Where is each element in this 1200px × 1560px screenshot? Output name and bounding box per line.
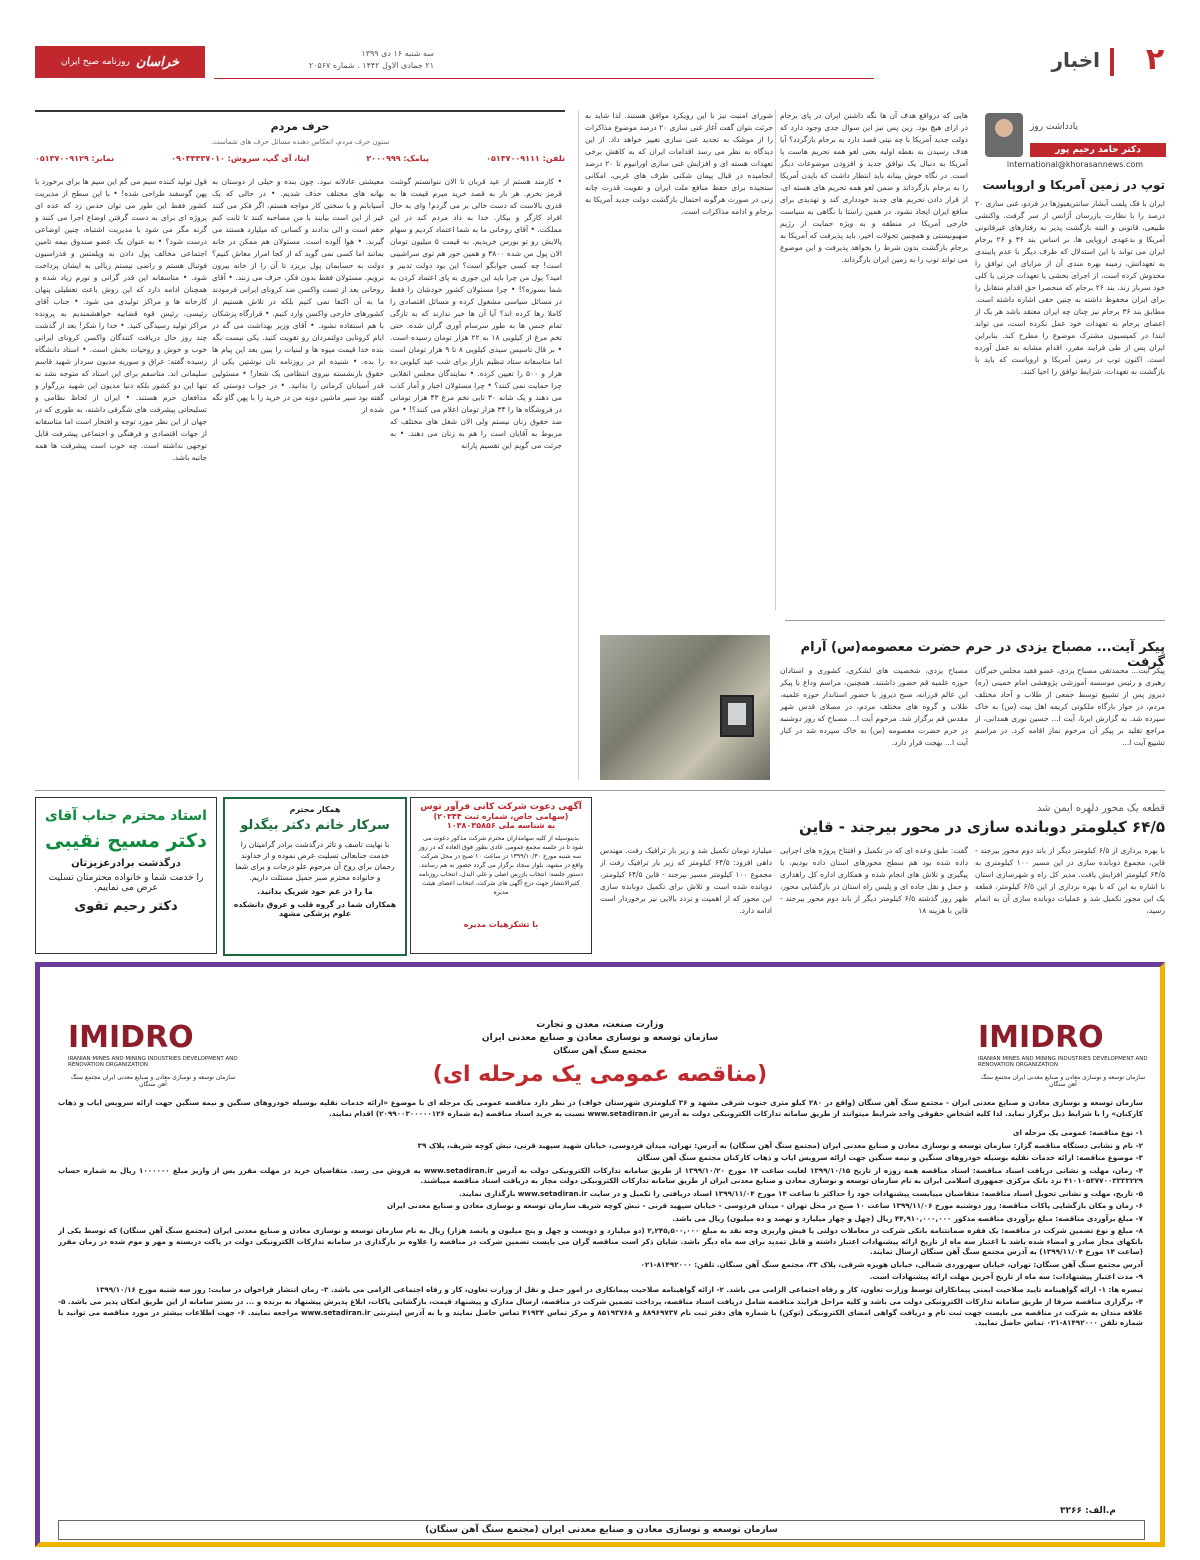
ministry-name: وزارت صنعت، معدن و تجارت <box>536 1020 664 1030</box>
letters-col-1: • کارمند هستم از عید قربان تا الان نتوانستم گوشت قرمز بخرم. هر بار به قصد خرید میرم قیمت ها به قدری بالاست که دست خالی بر می گردم! وای به حال افراد کارگر و بیکار. خدا به داد مردم کند در این مملکت. • آقای روحانی ما به شما اعتماد کردیم و سهام پالایش رو تو بورس خریدیم. به قیمت ۵ میلیون تومان الان پول من شده ۳۸۰۰ و همین جور هم توی سراشیبی است! چه کسی جوابگو است؟ این بود دولت تدبیر و امید؟ پول من چرا باید این جوری به پای اعتماد کردن به شما بسوزه؟! • چرا مسئولان کشور خودشان را فقط در مسائل سیاسی مشغول کرده و مسائل اقتصادی را کاملا رها کرده اند؟ آیا آن ها خبر ندارند که به تازگی تمام جنس ها به طور سرسام آوری گران شده. حتی تخم مرغ از کیلویی ۱۸ به ۲۲ هزار تومان رسیده است. • بر قال تاسیس سیدی کیلویی ۸ تا ۹ هزار تومان است اما متاسفانه ستاد تنظیم بازار برای شب عید کیلویی ده هزار و ۵۰۰ را تعیین کرده. • نمایندگان مجلس انقلابی چرا حمایت نمی کنند؟ • چرا مسئولان اخبار و آمار کذب می دهند و یک شانه ۳۰ تایی تخم مرغ ۴۳ هزار تومانی در فروشگاه ها را ۳۴ هزار تومان اعلام می کنند؟! • من ضد حقوق زنان نیستم ولی الان شغل های مختلف که مربوط به آقایان است را هم به زنان می دهند. • به جرئت می گویم این تقسیم پارانه <box>390 177 562 450</box>
column-divider <box>775 110 776 610</box>
rule <box>35 790 1165 791</box>
author-avatar <box>985 113 1023 157</box>
column-paragraph: ایران با فک پلمب آبشار سانتریفیوژها در فردو، غنی سازی ۲۰ درصد را با نظارت بازرسان آژانس از سر گرفت. واکنشی طبیعی، قانونی و البته بازگشت پذیر به رفتارهای غیرقانونی آمریکا و بدعهدی اروپایی ها. بر اساس بند ۳۶ و ۲۶ برجام ایران می تواند با این استدلال که طرف دیگر با عدم پایبندی به تعهداتش، زمینه بهره مندی آن از مزایای این توافق را مخدوش کرده است، از اجرای بخشی یا تعهدات جزئی یا کلی خود سرباز زند. بند ۲۶ برجام که منحصرا حق اقدام متقابل را برای ایران محفوظ داشته به چنین حقی اشاره داشته است. <box>975 199 1165 304</box>
ad-body: بدینوسیله از کلیه سهامداران محترم شرکت مذکور دعوت می شود تا در جلسه مجمع عمومی عادی بطور فوق العاده که در روز سه شنبه مورخ ۱۳۹۹/۱۰/۳۰ در ساعت ۱۰ صبح در محل شرکت واقع در مشهد، بلوار سجاد برگزار می گردد حضور به هم رسانند. دستور جلسه: انتخاب بازرس اصلی و علی البدل، انتخاب روزنامه کثیرالانتشار جهت درج آگهی های شرکت، انتخاب اعضای هیئت مدیره <box>418 835 584 896</box>
ad-signature: با تشکرهیات مدیره <box>463 920 539 929</box>
channels-info[interactable]: ایتا، آی گپ، سروش: ۰۹۰۳۳۳۳۷۰۱۰ <box>171 154 310 163</box>
date-line: سه شنبه ۱۶ دی ۱۳۹۹ <box>361 49 434 58</box>
portrait-frame <box>720 695 754 737</box>
tender-items <box>58 1128 1143 1518</box>
author-email[interactable]: international@khorasannews.com <box>1006 160 1144 169</box>
ad-heading: استاد محترم جناب آقای <box>45 808 207 824</box>
tender-item: ۶- زمان و مکان بازگشایی پاکات مناقصه: روز دوشنبه مورخ ۱۳۹۹/۱۱/۰۶ ساعت ۱۰ صبح در محل تهران - میدان فردوسی - خیابان سپهبد قرنی - نبش کوچه شریف سازمان توسعه و نوسازی معادن و صنایع معدنی ایران <box>387 1201 1143 1210</box>
letters-title: حرف مردم <box>270 120 330 133</box>
issue-date <box>214 48 434 72</box>
section-title <box>880 48 1114 76</box>
tender-item: ۷- مبلغ برآوردی مناقصه: مبلغ برآوردی مناقصه مذکور ۴۴,۹۱۰,۰۰۰,۰۰۰ ریال (چهل و چهار میلیارد و نهصد و ده میلیون) ریال می باشد. <box>672 1213 1143 1223</box>
condolence-ad-bigdelo[interactable] <box>223 797 407 956</box>
complex-name: مجتمع سنگ آهن سنگان <box>553 1046 647 1055</box>
yazdi-title: پیکر آیت... مصباح یزدی در حرم حضرت معصومه(س) آرام گرفت <box>800 640 1165 670</box>
column-divider <box>578 110 579 780</box>
tender-item: ۳- موضوع مناقصه: ارائه خدمات نقلیه بوسیله خودروهای سنگین و نیمه سنگین جهت ارائه سرویس ایاب و ذهاب کارکنان مجتمع سنگ آهن سنگان <box>636 1153 1143 1162</box>
column-paragraph: شورای امنیت نیز با این رویکرد موافق هستند. لذا شاید به جرئت بتوان گفت آغاز غنی سازی ۲۰ درصد موضوع مذاکرات را از موشک به تجدید غنی سازی تغییر خواهد داد. از این دیدگاه به نظر می رسد اقدامات ایران که به کاهش برخی تعهدات هسته ای و افزایش غنی سازی اورانیوم تا ۲۰ درصد انجامیده در قبال پیمان شکنی طرف های غربی، امکانی سنجیده برای حفظ منافع ملت ایران و تقویت قدرت چانه زنی در صورت هرگونه احتمال بازگشت دولت جدید آمریکا به برجام و ادامه مذاکرات است. <box>585 111 773 216</box>
tender-item: ۵- تاریخ، مهلت و نشانی تحویل اسناد مناقصه: متقاضیان میبایست پیشنهادات خود را حداکثر تا ساعت ۱۴ مورخ ۱۳۹۹/۱۱/۰۴ اسناد دریافتی را تکمیل و در سایت www.setadiran.ir بارگذاری نمایند. <box>459 1188 1143 1198</box>
logo-persian: سازمان توسعه و نوسازی معادن و صنایع معدنی ایران مجتمع سنگ آهن سنگان <box>70 1074 236 1088</box>
ad-code: م.الف: ۳۲۶۶ <box>1060 1506 1116 1516</box>
tender-footer: سازمان توسعه و نوسازی معادن و صنایع معدنی ایران (مجتمع سنگ آهن سنگان) <box>58 1520 1145 1540</box>
column-paragraph: در نگاه خوش بینانه باید انتظار داشت که بایدن آمریکا را به برجام بازگرداند و ضمن لغو همه تحریم های هسته ای، از قرار دادن تحریم های جدید خودداری کند و تهدیدی برای منافع ایران ایجاد نشود. در همین راستا با نگاهی به سیاست خارجی آمریکا در منطقه و به ویژه حمایت از رژیم صهیونیستی و همچنین تحولات اخیر، باید پذیرفت که آمریکا به برجام بازگشت بدون شرط را نخواهد پذیرفت و این موضوع می تواند توپ را به زمین ایران بازگرداند. <box>780 171 968 264</box>
column-paragraph: مطابق بند ۳۶ برجام نیز چنان چه ایران معتقد باشد هر یک از اعضای برجام به تعهدات خود عمل نکرده است، می تواند ابتدا در کمیسیون مشترک موضوع را مطرح کند. بنابراین ایران پس از طی فرایند مقرر، اقدام مشابه به عمل آورده است. اکنون توپ در زمین آمریکا و اروپاست که باید با بازگشت به تعهدات، شرایط توافق را احیا کنند. <box>975 307 1165 376</box>
letters-contact-bar <box>35 154 565 168</box>
ad-line: ما را در غم خود شریک بدانید. <box>257 887 373 896</box>
tender-item: ۱- نوع مناقصه: عمومی یک مرحله ای <box>1012 1128 1143 1137</box>
column-title: توپ در زمین آمریکا و اروپاست <box>982 178 1165 192</box>
newspaper-logo[interactable] <box>35 46 205 78</box>
logo-persian: سازمان توسعه و نوسازی معادن و صنایع معدنی ایران مجتمع سنگ آهن سنگان <box>980 1074 1146 1088</box>
ad-national-id: به شناسه ملی ۱۰۳۸۰۳۵۸۵۶ <box>446 821 556 830</box>
column-paragraph: هایی که درواقع هدف آن ها نگه داشتن ایران در پای برجام در ازای هیچ بود. زین پس نیز این سوال جدی وجود دارد که دولت جدید آمریکا با چه نیتی قصد دارد به برجام بازگردد؟ آیا هدف رسیدن به نقطه اولیه یعنی لغو همه تحریم هاست یا آمریکا به دنبال یک توافق جدید و افزودن موضوعات دیگر است. <box>780 111 968 180</box>
column-label: یادداشت روز <box>1030 122 1079 132</box>
yazdi-paragraph: پیکر آیت... محمدتقی مصباح یزدی، عضو فقید مجلس خبرگان رهبری و رئیس موسسه آموزشی پژوهشی امام خمینی (ره) دیروز پس از تشییع توسط جمعی از طلاب و آحاد مختلف مردم، در جوار بارگاه ملکوتی کریمه اهل بیت (س) به خاک سپرده شد. به گزارش ایرنا، آیت ا... حسین نوری همدانی، از مراجع تقلید بر پیکر آن مرحوم نماز اقامه کرد. در مراسم تشییع آیت ا... <box>975 666 1165 747</box>
road-paragraph: با بهره برداری از ۶/۵ کیلومتر دیگر از باند دوم محور بیرجند - قاین، مجموع دوبانده سازی در این مسیر ۱۰۰ کیلومتری به ۶۴/۵ کیلومتر افزایش یافت. مدیر کل راه و شهرسازی استان با اشاره به این که با بهره برداری از این ۶/۵ کیلومتر، قطعه یک این محور تکمیل شد و عملیات دوبانده سازی آن به اتمام رسید، <box>975 846 1165 915</box>
tender-item: ۸- مبلغ و نوع تضمین شرکت در مناقصه: یک فقره ضمانتنامه بانکی شرکت در معاملات دولتی یا فیش واریزی وجه نقد به مبلغ ۲,۲۴۵,۵۰۰,۰۰۰ (دو میلیارد و دویست و چهل و پنج میلیون و پانصد هزار) ریال به نام سازمان توسعه و نوسازی معادن و صنایع معدنی ایران (مجتمع سنگ آهن سنگان) که توسط یکی از بانکهای مجاز صادر و امضاء شده باشد با اعتبار سه ماه از تاریخ ارائه پیشنهادات اعتبار داشته و قابل تمدید برای سه ماه دیگر باشد. شایان ذکر است مناقصه گران می بایست تضمین شرکت در مناقصه را علاوه بر بارگذاری در سامانه تدارکات الکترونیکی دولت در پاکت دربسته و مهر و موم شده در زمان مقرر (ساعت ۱۴ مورخ ۱۳۹۹/۱۱/۰۴) به آدرس مجتمع سنگ آهن سنگان ارسال نمایند. <box>58 1226 1143 1256</box>
author-name: دکتر حامد رحیم پور <box>1030 143 1166 157</box>
ad-heading: همکار محترم <box>289 805 341 814</box>
tender-item: ۹- مدت اعتبار پیشنهادات: سه ماه از تاریخ آخرین مهلت ارائه پیشنهادات است. <box>869 1272 1143 1281</box>
imidro-logo-right: IMIDRO <box>978 1020 1104 1055</box>
logo-name: خراسان <box>135 54 180 70</box>
logo-english: IRANIAN MINES AND MINING INDUSTRIES DEVELOPMENT AND RENOVATION ORGANIZATION <box>68 1056 238 1068</box>
logo-tagline: روزنامه صبح ایران <box>60 57 130 67</box>
logo-english: IRANIAN MINES AND MINING INDUSTRIES DEVELOPMENT AND RENOVATION ORGANIZATION <box>978 1056 1148 1068</box>
phone-info[interactable]: تلفن: ۰۵۱۳۷۰۰۹۱۱۱ <box>486 154 565 163</box>
road-paragraph: میلیارد تومان تکمیل شد و زیر بار ترافیک رفت. مهندس داهی افزود: ۶۴/۵ کیلومتر که زیر بار ترافیک رفت از مجموع ۱۰۰ کیلومتر مسیر بیرجند - قاین ۶۴/۵ کیلومتر، دوبانده شده است و تلاش برای تکمیل دوبانده سازی این محور که از اهمیت و تردد بالایی نیز برخوردار است ادامه دارد. <box>600 846 772 915</box>
road-title: ۶۴/۵ کیلومتر دوبانده سازی در محور بیرجند - قاین <box>798 818 1165 836</box>
letters-subtitle: ستون حرف مردم، انعکاس دهنده مسائل حرف های شماست. <box>210 138 390 146</box>
ad-subheading: (سهامی خاص، شماره ثبت ۲۰۳۴۴) <box>433 812 569 821</box>
tender-item: تبصره ها: ۱- ارائه گواهینامه تایید صلاحیت ایمنی پیمانکاران توسط وزارت تعاون، کار و رفاه اجتماعی الزامی می باشد. ۲- ارائه گواهینامه صلاحیت پیمانکاری در امور حمل و نقل از وزارت تعاون، کار و رفاه اجتماعی الزامی می باشد. ۳- زمان انتشار فراخوان در سایت: روز سه شنبه مورخ ۱۳۹۹/۱۰/۱۶ <box>95 1284 1143 1294</box>
date-line-hijri: ۲۱ جمادی الاول ۱۴۴۲ . شماره ۲۰۵۶۷ <box>308 61 434 70</box>
rule <box>785 620 1165 621</box>
tender-intro: سازمان توسعه و نوسازی معادن و صنایع معدنی ایران - مجتمع سنگ آهن سنگان (واقع در ۲۸۰ کیلو متری جنوب شرقی مشهد و ۳۶ کیلومتری شهرستان خواف) در نظر دارد مناقصه عمومی یک مرحله ای با موضوع «ارائه خدمات نقلیه بوسیله خودروهای سنگین و نیمه سنگین جهت ارائه سرویس ایاب و ذهاب کارکنان» را با شرایط ذیل برگزار نماید. لذا کلیه اشخاص حقوقی واجد شرایط میتوانند از طریق سامانه تدارکات الکترونیکی دولت به آدرس www.setadiran.ir نسبت به خرید اسناد مناقصه (به شماره ۲۰۹۹۰۰۳۰۰۰۰۰۱۲۶) اقدام نمایند. <box>58 1098 1143 1118</box>
tender-item: ۲- نام و نشانی دستگاه مناقصه گزار: سازمان توسعه و نوسازی معادن و صنایع معدنی ایران (مجتمع سنگ آهن سنگان) به آدرس: تهران، میدان فردوسی، خیابان شهید سپهبد قرنی، نبش کوچه شریف، پلاک ۳۹ <box>417 1140 1143 1150</box>
yazdi-paragraph: مصباح یزدی، شخصیت های لشکری، کشوری و استادان حوزه علمیه قم حضور داشتند. همچنین، مراسم وداع با پیکر این عالم فرزانه، صبح دیروز با حضور استاندار حوزه علمیه، طلاب و گروه های مختلف مردم، در مصلای قدس شهر مقدس قم برگزار شد. مرحوم آیت ا... مصباح که روز دوشنبه در حرم حضرت معصومه (س) به خاک سپرده شد در کنار آیت ا... بهجت قرار دارد. <box>780 666 968 747</box>
letters-col-3: قول تولید کننده سیم می گم این سیم ها برای برخورد با پهن گوسفند طراحی شده! • با این سطح از مدیریت کشور فقط این طور می توان حدس زد که عده ای پروژه ای برای به دست گرفتن اوضاع اجرا می کنند و گرنه مگر می شود با مدیریت اشتباه، چنین اوضاعی درست شود؟ • به عنوان یک عضو صندوق بیمه تامین اجتماعی مخالف پول دادن به ویلمتس و فدراسیون فوتبال هستم و راضی نیستم ریالی به ایشان پرداخت شود. • متاسفانه این قدر گرانی و تورم زیاد شده و همچنان ادامه دارد که این روش باعث تعطیلی پنهان کارخانه ها و مراکز تولیدی می شود. • جناب آقای رئیسی، رئیس قوه قضاییه خواهشمندیم به پرونده مراکز تولید رسیدگی کنید. • خدا را شکر! بعد از گذشت چند روز حال دریافت کنندگان واکسن کرونای ایرانی خوب و خوش و روحیات بخش است. • استاد دانشگاه رسیده گفته: عراق و سوریه مدیون سردار شهید قاسم سلیمانی اند. متاسفم برای این استاد که متوجه نشد نه تنها این دو کشور بلکه دنیا مدیون این شهید بزرگوار و مدافعان حرم هستند. • ایران از لحاظ نظامی و تسلیحاتی پیشرفت های شگرفی داشته، به طوری که در جهان از این نظر مورد توجه و افتخار است اما متاسفانه از جهات اقتصادی و فرهنگی و اجتماعی پیشرفت قابل توجهی نداشته است. چه خوب است پیشرفت ها همه جانبه باشد. <box>35 177 207 462</box>
ad-line: را خدمت شما و خانواده محترمتان تسلیت عرض می نماییم. <box>48 873 204 893</box>
imidro-logo-left: IMIDRO <box>68 1020 194 1055</box>
org-name: سازمان توسعه و نوسازی معادن و صنایع معدنی ایران <box>481 1033 719 1043</box>
page-number: ۲ <box>1145 42 1165 77</box>
sms-info[interactable]: پیامک: ۲۰۰۰۹۹۹ <box>366 154 429 163</box>
tender-title: (مناقصه عمومی یک مرحله ای) <box>432 1062 768 1087</box>
tender-item: ۴- زمان، مهلت و نشانی دریافت اسناد مناقصه: اسناد مناقصه همه روزه از تاریخ ۱۳۹۹/۱۰/۱۵ لغایت ساعت ۱۴ مورخ ۱۳۹۹/۱۰/۲۰ از طریق سامانه تدارکات الکترونیکی دولت به آدرس www.setadiran.ir به فروش می رسد. متقاضیان خرید در مهلت مقرر پس از واریز مبلغ ۱۰۰۰۰۰۰ ریال به شماره حساب ۴۱۰۱۰۵۳۷۷۰۰۳۳۳۳۲۲۹ نزد بانک مرکزی جمهوری اسلامی ایران به نام سازمان توسعه و نوسازی معادن و صنایع معدنی ایران از طریق سامانه تدارکات الکترونیکی دولت مجاز به دریافت اسناد مناقصه میباشند. <box>58 1165 1143 1185</box>
fax-info[interactable]: نمابر: ۰۵۱۳۷۰۰۹۱۲۹ <box>35 154 115 163</box>
ad-line: درگذشت برادرعزیزتان <box>71 858 181 869</box>
road-paragraph: گفت: طبق وعده ای که در تکمیل و افتتاح پروژه های اجرایی داده شده بود هم سطح محورهای استان داده بودیم، با پیگیری و تلاش های انجام شده و همکاری اداره کل راهداری و حمل و نقل جاده ای و پلیس راه استان در بازگشایی محور، ظهر روز گذشته ۶/۵ کیلومتر دیگر از باند دوم محور بیرجند - قاین با هزینه ۱۸ <box>780 846 968 915</box>
tender-item: آدرس مجتمع سنگ آهن سنگان: تهران، خیابان سهروردی شمالی، خیابان هویزه شرقی، پلاک ۳۳، مجتمع سنگ آهن سنگان. تلفن: ۸۱۴۹۲۰۰۰-۰۲۱ <box>640 1259 1143 1269</box>
letters-col-2: معیشتی عادلانه نبود. چون بنده و خیلی از دوستان به بهانه های مختلف حذف شدیم. • در حالی که یک آسیابانم و با سختی کار مواجه هستم، اگر فکر می کنند غیر از این است بیایند با من مصاحبه کنند تا ثابت کنم حقم است و الی ندادند و کسانی که میلیارد هستند می گیرند. • هوا آلوده است. مسئولان هم ممکن در خانه بمانند اما کسی نمی گوید که از کجا امرار معاش کنیم؟ دولت به حسابمان پول بریزد تا آن را از خانه بیرون نرویم. مسئولان فقط بدون فکر، حرف می زنند. • آقای روحانی بعد از تست واکسن ضد کرونای ایرانی فرمودند ما به آن اکتفا نمی کنیم بلکه در تلاش هستیم از کشورهای خارجی واکسن وارد کنیم. • قرارگاه پزشکان با هم استفاده نشود. • آقای وزیر بهداشت می گه در ایام کرونایی دولتمردان رو تقویت کنید. یکی نیست بگه بنده خدا قیمت میوه ها و لبنیات را ببین بعد این پیام ها را بده. • شنیده ام در روزنامه تان نوشتین یکی از حقوق بازنشسته نیروی انتظامی یک شعار! • مسئولین قدر آسیابان کرمانی را بدانید. • در جواب دوستی که گفته بود سیر ماشین دونه من در خرید را با پهن گاو نگه شده از <box>212 177 384 414</box>
condolence-ad-naghibi[interactable] <box>35 797 217 954</box>
ad-name: سرکار خانم دکتر بیگدلو <box>240 818 390 833</box>
section-label: اخبار <box>1051 48 1100 72</box>
shareholders-meeting-ad[interactable] <box>410 797 592 954</box>
ad-signature: همکاران شما در گروه قلب و عروق دانشکده علوم پزشکی مشهد <box>233 900 397 918</box>
road-kicker: قطعه یک محور دلهره ایمن شد <box>1036 803 1165 814</box>
ad-name: دکتر مسیح نقیبی <box>45 830 207 852</box>
tender-item: ۴- برگزاری مناقصه صرفا از طریق سامانه تدارکات الکترونیکی دولت می باشد و کلیه مراحل فرایند مناقصه شامل دریافت اسناد مناقصه، پرداخت تضمین شرکت در مناقصه، ارسال مدارک و پیشنهاد قیمت، بازگشایی پاکات، ابلاغ پذیرش پیشنهاد به برنده و ... در بستر سامانه از این طریق امکان پذیر می باشد. ۵- علاقه مندان به شرکت در مناقصه می بایست جهت ثبت نام و دریافت گواهی امضای الکترونیکی (توکن) با شماره های دفتر ثبت نام ۸۸۹۶۹۷۳۷ و ۸۵۱۹۳۷۶۸ و مرکز تماس ۴۱۹۳۴ تماس حاصل نمایند و یا به آدرس اینترنتی www.setadiran.ir مراجعه نمایند. ۶- جهت اطلاعات بیشتر در مورد مناقصه می توانید با شماره تلفن ۸۱۴۹۲۰۰۰-۰۲۱ تماس حاصل نمایید. <box>58 1297 1143 1327</box>
ad-body: با نهایت تاسف و تاثر درگذشت برادر گرامیتان را خدمت جنابعالی تسلیت عرض نموده و از خداوند رحمان برای روح آن مرحوم علو درجات و برای شما و خانواده محترم صبر جمیل مسئلت داریم. <box>235 840 395 882</box>
ad-heading: آگهی دعوت شرکت کانی فرآور توس <box>420 802 582 812</box>
header-rule <box>214 78 874 79</box>
ad-signature: دکتر رحیم تقوی <box>74 899 178 914</box>
